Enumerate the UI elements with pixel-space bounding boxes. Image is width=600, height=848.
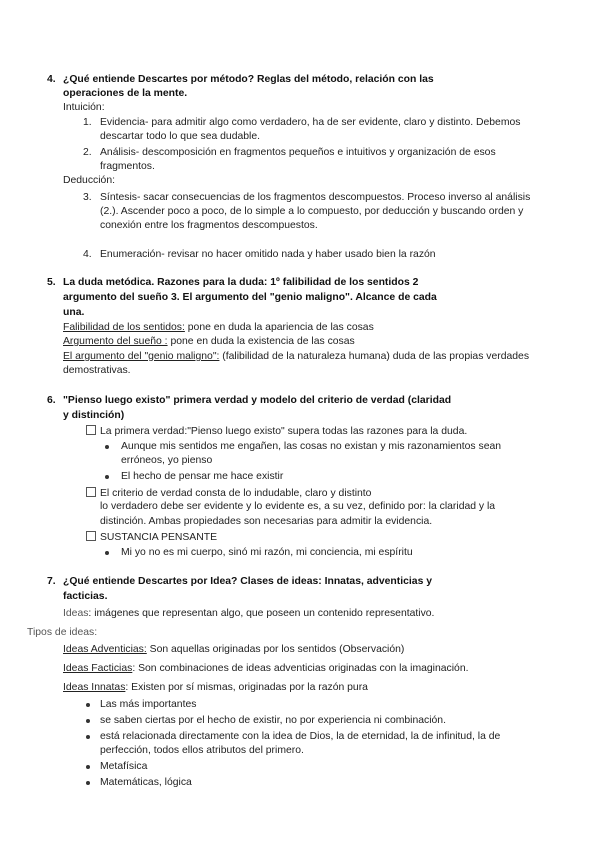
s7-adventicias-label: Ideas Adventicias: [63, 644, 147, 655]
s5-title-line2: argumento del sueño 3. El argumento del "genio maligno". Alcance de cada [63, 292, 437, 303]
s6-checkbox-item2 [86, 487, 371, 500]
s5-title-line3: una. [63, 307, 85, 318]
s7-number: 7. [47, 576, 56, 587]
s7-ideas-definition [63, 608, 434, 620]
s5-number: 5. [47, 277, 56, 288]
s7-innatas [63, 682, 368, 694]
s7-title-line2: facticias. [63, 591, 108, 602]
bullet-icon [86, 735, 90, 739]
s6-checkbox-item3 [86, 531, 217, 544]
s6-checkbox-item3-text: SUSTANCIA PENSANTE [100, 532, 218, 543]
s4-item3-line2: (2.). Ascender poco a poco, de lo simple a lo compuesto, por deducción y buscando orden y [100, 206, 524, 217]
s5-reason3 [63, 351, 529, 363]
s7-facticias [63, 663, 468, 675]
s5-reason3-label: El argumento del "genio maligno": [63, 351, 220, 362]
s4-number: 4. [47, 74, 56, 85]
s4-label-deduccion: Deducción: [63, 175, 115, 186]
s6-checkbox-item2-text: El criterio de verdad consta de lo indudable, claro y distinto [100, 488, 372, 499]
s7-bullet2: se saben ciertas por el hecho de existir, no por experiencia ni combinación. [100, 715, 446, 726]
s5-reason1-label: Falibilidad de los sentidos: [63, 322, 185, 333]
s4-label-intuicion: Intuición: [63, 102, 105, 113]
s6-checkbox-item1 [86, 425, 467, 438]
s7-bullet1: Las más importantes [100, 699, 197, 710]
s4-item1-line2: descartar todo lo que sea dudable. [100, 131, 261, 142]
s5-reason1-text: pone en duda la apariencia de las cosas [184, 322, 374, 333]
s6-bullet1-line1: Aunque mis sentidos me engañen, las cosas no existan y mis razonamientos sean [121, 441, 502, 452]
bullet-icon [105, 551, 109, 555]
s4-item2-line1: Análisis- descomposición en fragmentos pequeños e intuitivos y organización de esos [100, 147, 496, 158]
s6-title-line2: y distinción) [63, 410, 125, 421]
s6-checkbox-item1-text: La primera verdad:"Pienso luego existo" supera todas las razones para la duda. [100, 426, 468, 437]
s6-checkbox-item2-line2: lo verdadero debe ser evidente y lo evidente es, a su vez, definido por: la claridad y la [100, 501, 496, 512]
s7-ideas-text: : imágenes que representan algo, que poseen un contenido representativo. [88, 608, 435, 619]
bullet-icon [105, 445, 109, 449]
s4-item2-number: 2. [83, 147, 92, 158]
s4-item4-number: 4. [83, 249, 92, 260]
s5-reason3-text: (falibilidad de la naturaleza humana) duda de las propias verdades [219, 351, 530, 362]
s6-bullet1-line2: erróneos, yo pienso [121, 455, 213, 466]
s5-reason2 [63, 336, 355, 348]
s5-reason2-text: pone en duda la existencia de las cosas [167, 336, 355, 347]
s7-facticias-label: Ideas Facticias [63, 663, 133, 674]
s6-checkbox-item2-line3: distinción. Ambas propiedades son necesarias para admitir la evidencia. [100, 516, 433, 527]
checkbox-icon[interactable] [86, 487, 96, 497]
s4-item1-line1: Evidencia- para admitir algo como verdadero, ha de ser evidente, claro y distinto. Debemos [100, 117, 521, 128]
s7-adventicias-text: Son aquellas originadas por los sentidos (Observación) [146, 644, 405, 655]
s7-innatas-label: Ideas Innatas [63, 682, 126, 693]
bullet-icon [86, 781, 90, 785]
s4-item2-line2: fragmentos. [100, 161, 155, 172]
s7-bullet5: Matemáticas, lógica [100, 777, 192, 788]
bullet-icon [86, 719, 90, 723]
s4-title-line1: ¿Qué entiende Descartes por método? Reglas del método, relación con las [63, 74, 434, 85]
s6-title-line1: "Pienso luego existo" primera verdad y modelo del criterio de verdad (claridad [63, 395, 452, 406]
s7-bullet3-line2: perfección, todos ellos atributos del primero. [100, 745, 304, 756]
checkbox-icon[interactable] [86, 425, 96, 435]
s7-adventicias [63, 644, 404, 656]
s5-title-line1: La duda metódica. Razones para la duda: 1º falibilidad de los sentidos 2 [63, 277, 419, 288]
s7-tipos-label: Tipos de ideas: [27, 627, 98, 638]
s7-innatas-text: : Existen por sí mismas, originadas por la razón pura [125, 682, 368, 693]
s6-number: 6. [47, 395, 56, 406]
s7-bullet4: Metafísica [100, 761, 148, 772]
s7-ideas-label: Ideas [63, 608, 89, 619]
s7-facticias-text: : Son combinaciones de ideas adventicias originadas con la imaginación. [132, 663, 469, 674]
s4-item3-line1: Síntesis- sacar consecuencias de los fragmentos descompuestos. Proceso inverso al análisis [100, 192, 531, 203]
s7-title-line1: ¿Qué entiende Descartes por Idea? Clases de ideas: Innatas, adventicias y [63, 576, 433, 587]
s4-title-line2: operaciones de la mente. [63, 88, 188, 99]
s5-reason1 [63, 322, 374, 334]
bullet-icon [105, 475, 109, 479]
checkbox-icon[interactable] [86, 531, 96, 541]
s7-bullet3-line1: está relacionada directamente con la idea de Dios, la de eternidad, la de infinitud, la de [100, 731, 501, 742]
s6-bullet3: Mi yo no es mi cuerpo, sinó mi razón, mi conciencia, mi espíritu [121, 547, 413, 558]
s4-item3-number: 3. [83, 192, 92, 203]
s5-reason3-line2: demostrativas. [63, 365, 131, 376]
s5-reason2-label: Argumento del sueño : [63, 336, 168, 347]
s4-item4-line1: Enumeración- revisar no hacer omitido nada y haber usado bien la razón [100, 249, 436, 260]
s4-item1-number: 1. [83, 117, 92, 128]
bullet-icon [86, 765, 90, 769]
bullet-icon [86, 703, 90, 707]
s4-item3-line3: conexión entre los fragmentos descompuestos. [100, 220, 318, 231]
s6-bullet2: El hecho de pensar me hace existir [121, 471, 284, 482]
